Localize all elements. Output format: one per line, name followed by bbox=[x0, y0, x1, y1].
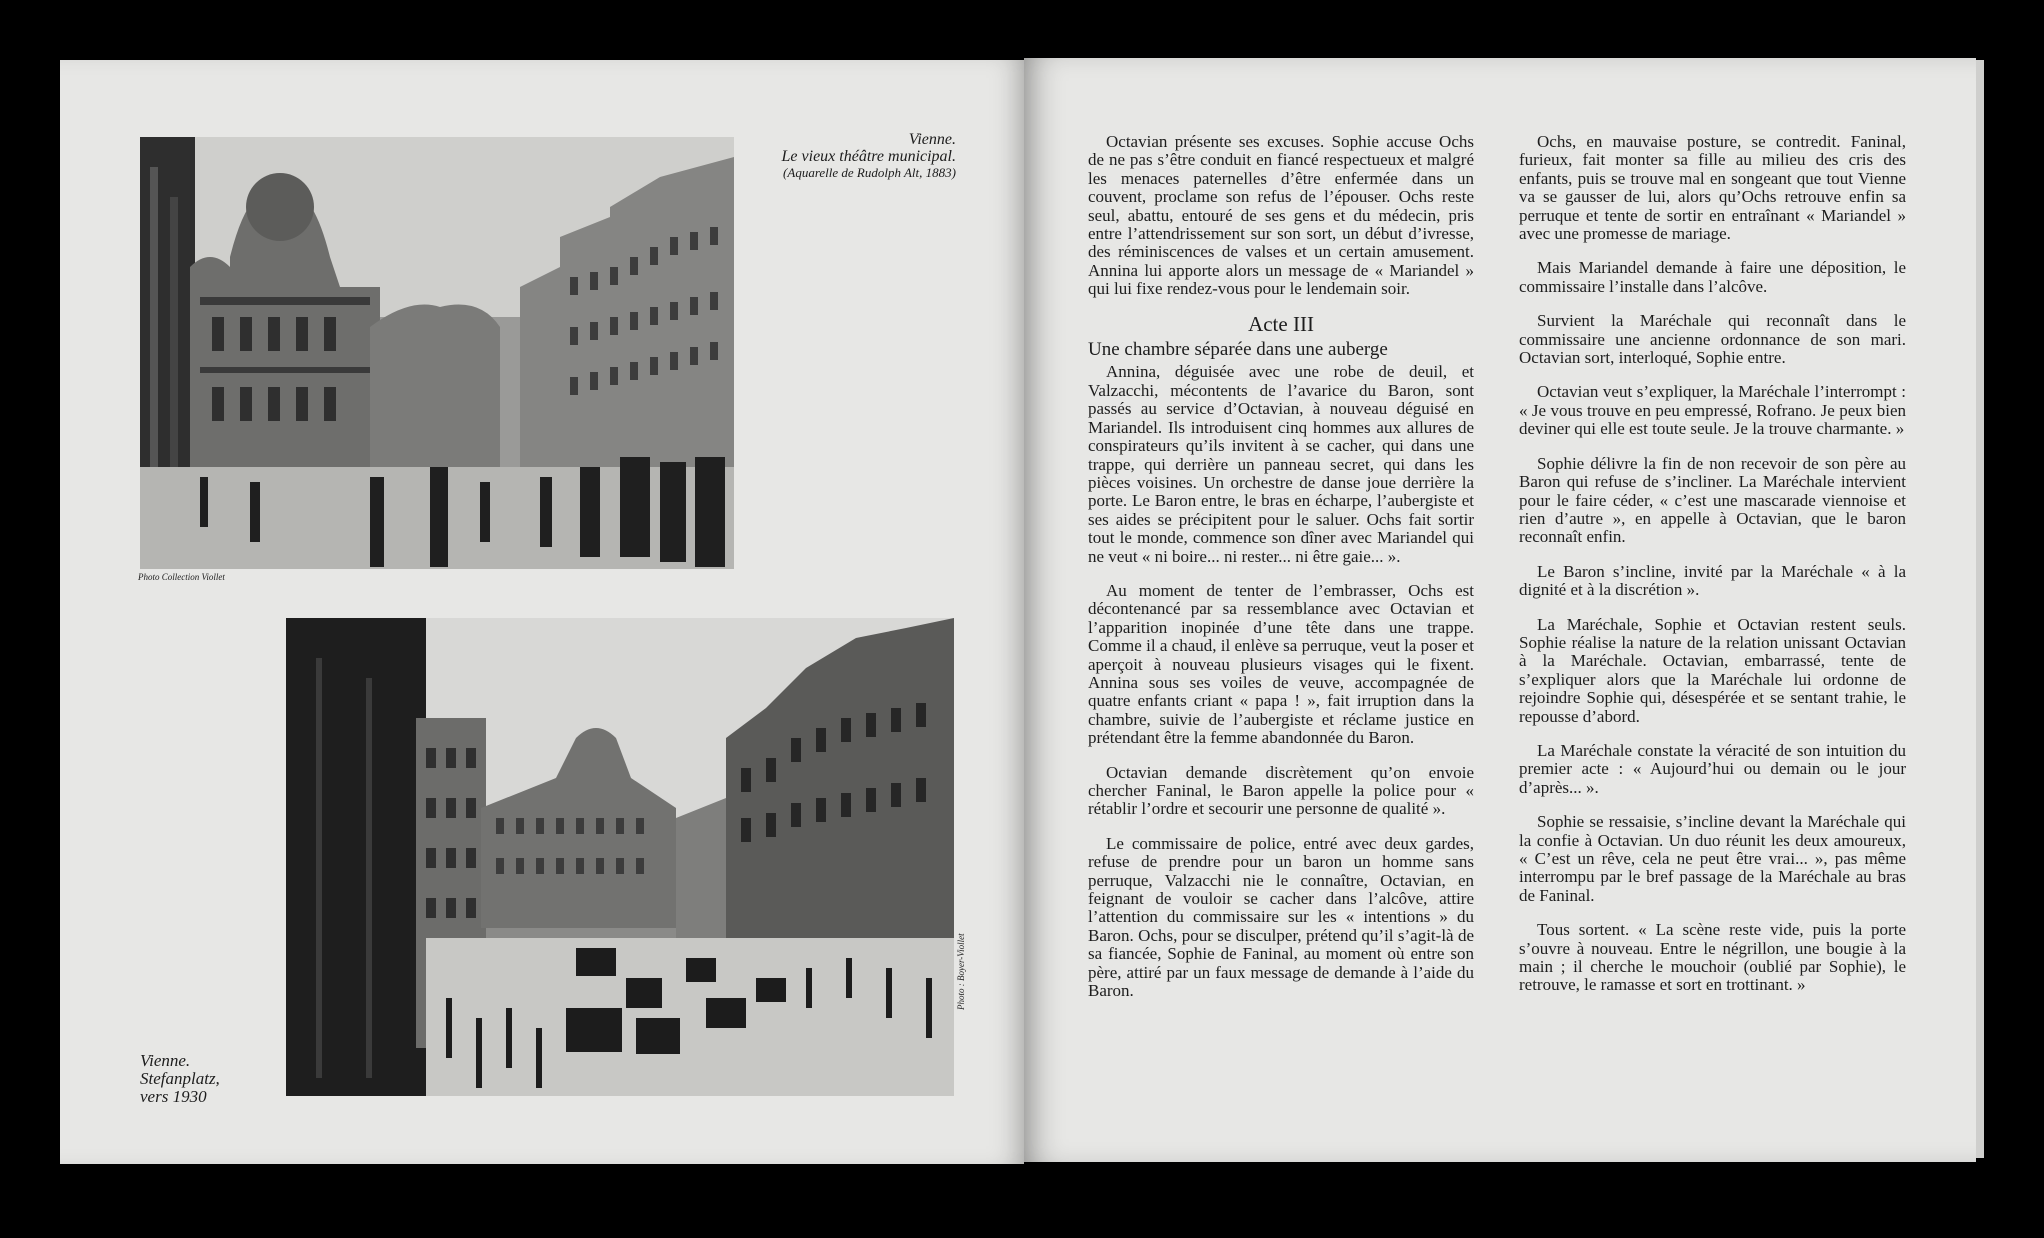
paragraph: La Maréchale constate la véracité de son intuition du premier acte : « Aujourd’hui ou demain ou le jour d’après... ». bbox=[1519, 740, 1906, 797]
photo-caption-top bbox=[700, 132, 956, 179]
text-column-right bbox=[1519, 133, 1906, 1011]
paragraph: Octavian demande discrètement qu’on envoie chercher Faninal, le Baron appelle la police pour « rétablir l’ordre et secourir une personne de qualité ». bbox=[1088, 762, 1474, 819]
paragraph: Survient la Maréchale qui reconnaît dans le commissaire une ancienne ordonnance de son mari. Octavian sort, interloqué, Sophie entre. bbox=[1519, 311, 1906, 368]
scene-heading: Une chambre séparée dans une auberge bbox=[1088, 339, 1388, 361]
paragraph: Sophie se ressaisie, s’incline devant la Maréchale qui la confie à Octavian. Un duo réunit les deux amoureux, « C’est un rêve, cela ne peut être vrai... », pas même interrompu par le bref passage de la Maréchale au bras de Faninal. bbox=[1519, 812, 1906, 905]
caption-place: Stefanplatz, bbox=[140, 1068, 220, 1088]
paragraph: Le Baron s’incline, invité par la Maréchale « à la dignité et à la discrétion ». bbox=[1519, 561, 1906, 600]
caption-date: vers 1930 bbox=[140, 1086, 207, 1106]
paragraph: Octavian présente ses excuses. Sophie accuse Ochs de ne pas s’être conduit en fiancé respectueux et malgré les menaces paternelles d’être enfermée dans un couvent, proclame son refus de l’épouser. Ochs reste seul, abattu, entouré de ses gens et du médecin, pris entre l’attendrissement sur son sort, un début d’ivresse, des réminiscences de valses et un certain amusement. Annina lui apporte alors un message de « Mariandel » qui lui fixe rendez-vous pour le lendemain soir. bbox=[1088, 132, 1474, 299]
photo-theatre bbox=[140, 137, 734, 569]
text-column-left bbox=[1088, 133, 1474, 1016]
caption-city: Vienne. bbox=[140, 1051, 191, 1070]
paragraph: Le commissaire de police, entré avec deux gardes, refuse de prendre pour un baron un homme sans perruque, Valzacchi nie le connaître, Octavian, en feignant de vouloir se cacher dans l’alcôve, attire l’attention du commissaire sur les « intentions » du Baron. Ochs, pour se disculper, prétend qu’il s’agit-là de sa fiancée, Sophie de Faninal, au moment où entre son père, attiré par un faux message de demande à l’aide du Baron. bbox=[1088, 833, 1474, 1001]
photo-stefanplatz bbox=[286, 618, 954, 1096]
act-heading: Acte III bbox=[1248, 311, 1314, 336]
photo-credit-bottom: Photo : Boyer-Viollet bbox=[956, 933, 966, 1010]
paragraph: Octavian veut s’expliquer, la Maréchale l’interrompt : « Je vous trouve en peu empressé, Rofrano. Je peux bien deviner qui elle est toute seule. Je la trouve charmante. » bbox=[1519, 382, 1906, 439]
paragraph: Ochs, en mauvaise posture, se contredit. Faninal, furieux, fait monter sa fille au milieu des cris des enfants, puis se trouve mal en songeant que tout Vienne va se gausser de lui, alors qu’Ochs retrouve enfin sa perruque et tente de sortir en entraînant « Mariandel » avec une promesse de mariage. bbox=[1519, 132, 1906, 244]
page-edge bbox=[1976, 60, 1984, 1158]
caption-city: Vienne. bbox=[908, 131, 956, 148]
paragraph: Tous sortent. « La scène reste vide, puis la porte s’ouvre à nouveau. Entre le négrillon, une bougie à la main ; il cherche le mouchoir (oublié par Sophie), le retrouve, le ramasse et sort en trottinant. » bbox=[1519, 920, 1906, 995]
paragraph: Sophie délivre la fin de non recevoir de son père au Baron qui refuse de s’incliner. La Maréchale intervient pour le faire céder, « c’est une mascarade viennoise et rien d’autre », en appelle à Octavian, que le baron reconnaît enfin. bbox=[1519, 453, 1906, 547]
caption-subject: Le vieux théâtre municipal. bbox=[781, 147, 956, 165]
photo-credit-top: Photo Collection Viollet bbox=[138, 572, 225, 582]
photo-caption-bottom bbox=[140, 1052, 220, 1106]
caption-source: (Aquarelle de Rudolph Alt, 1883) bbox=[783, 164, 956, 180]
paragraph: Mais Mariandel demande à faire une déposition, le commissaire l’installe dans l’alcôve. bbox=[1519, 258, 1906, 296]
paragraph: Annina, déguisée avec une robe de deuil, et Valzacchi, mécontents de l’avarice du Baron, sont passés au service d’Octavian, à nouveau déguisé en Mariandel. Ils introduisent cinq hommes aux allures de conspirateurs qu’ils invitent à se cacher, qui dans une trappe, qui derrière un panneau secret, qui dans les pièces voisines. Un orchestre de danse joue derrière la porte. Le Baron entre, le bras en écharpe, l’aubergiste et ses aides se précipitent pour le saluer. Ochs fait sortir tout le monde, commence son dîner avec Mariandel qui ne veut « ni boire... ni rester... ni être gaie... ». bbox=[1088, 362, 1474, 566]
paragraph: La Maréchale, Sophie et Octavian restent seuls. Sophie réalise la nature de la relation unissant Octavian à la Maréchale. Octavian, embarrassé, tente de s’expliquer alors que la Maréchale lui ordonne de rejoindre Sophie qui, désespérée et se sentant trahie, le repousse d’abord. bbox=[1519, 614, 1906, 726]
paragraph: Au moment de tenter de l’embrasser, Ochs est décontenancé par sa ressemblance avec Octavian et l’apparition inopinée d’une tête dans une trappe. Comme il a chaud, il enlève sa perruque, veut la poser et aperçoit à nouveau plusieurs visages qui le fixent. Annina sous ses voiles de veuve, accompagnée de quatre enfants criant « papa ! », fait irruption dans la chambre, suivie de l’aubergiste et réclame justice en prétendant être la femme abandonnée du Baron. bbox=[1088, 580, 1474, 748]
